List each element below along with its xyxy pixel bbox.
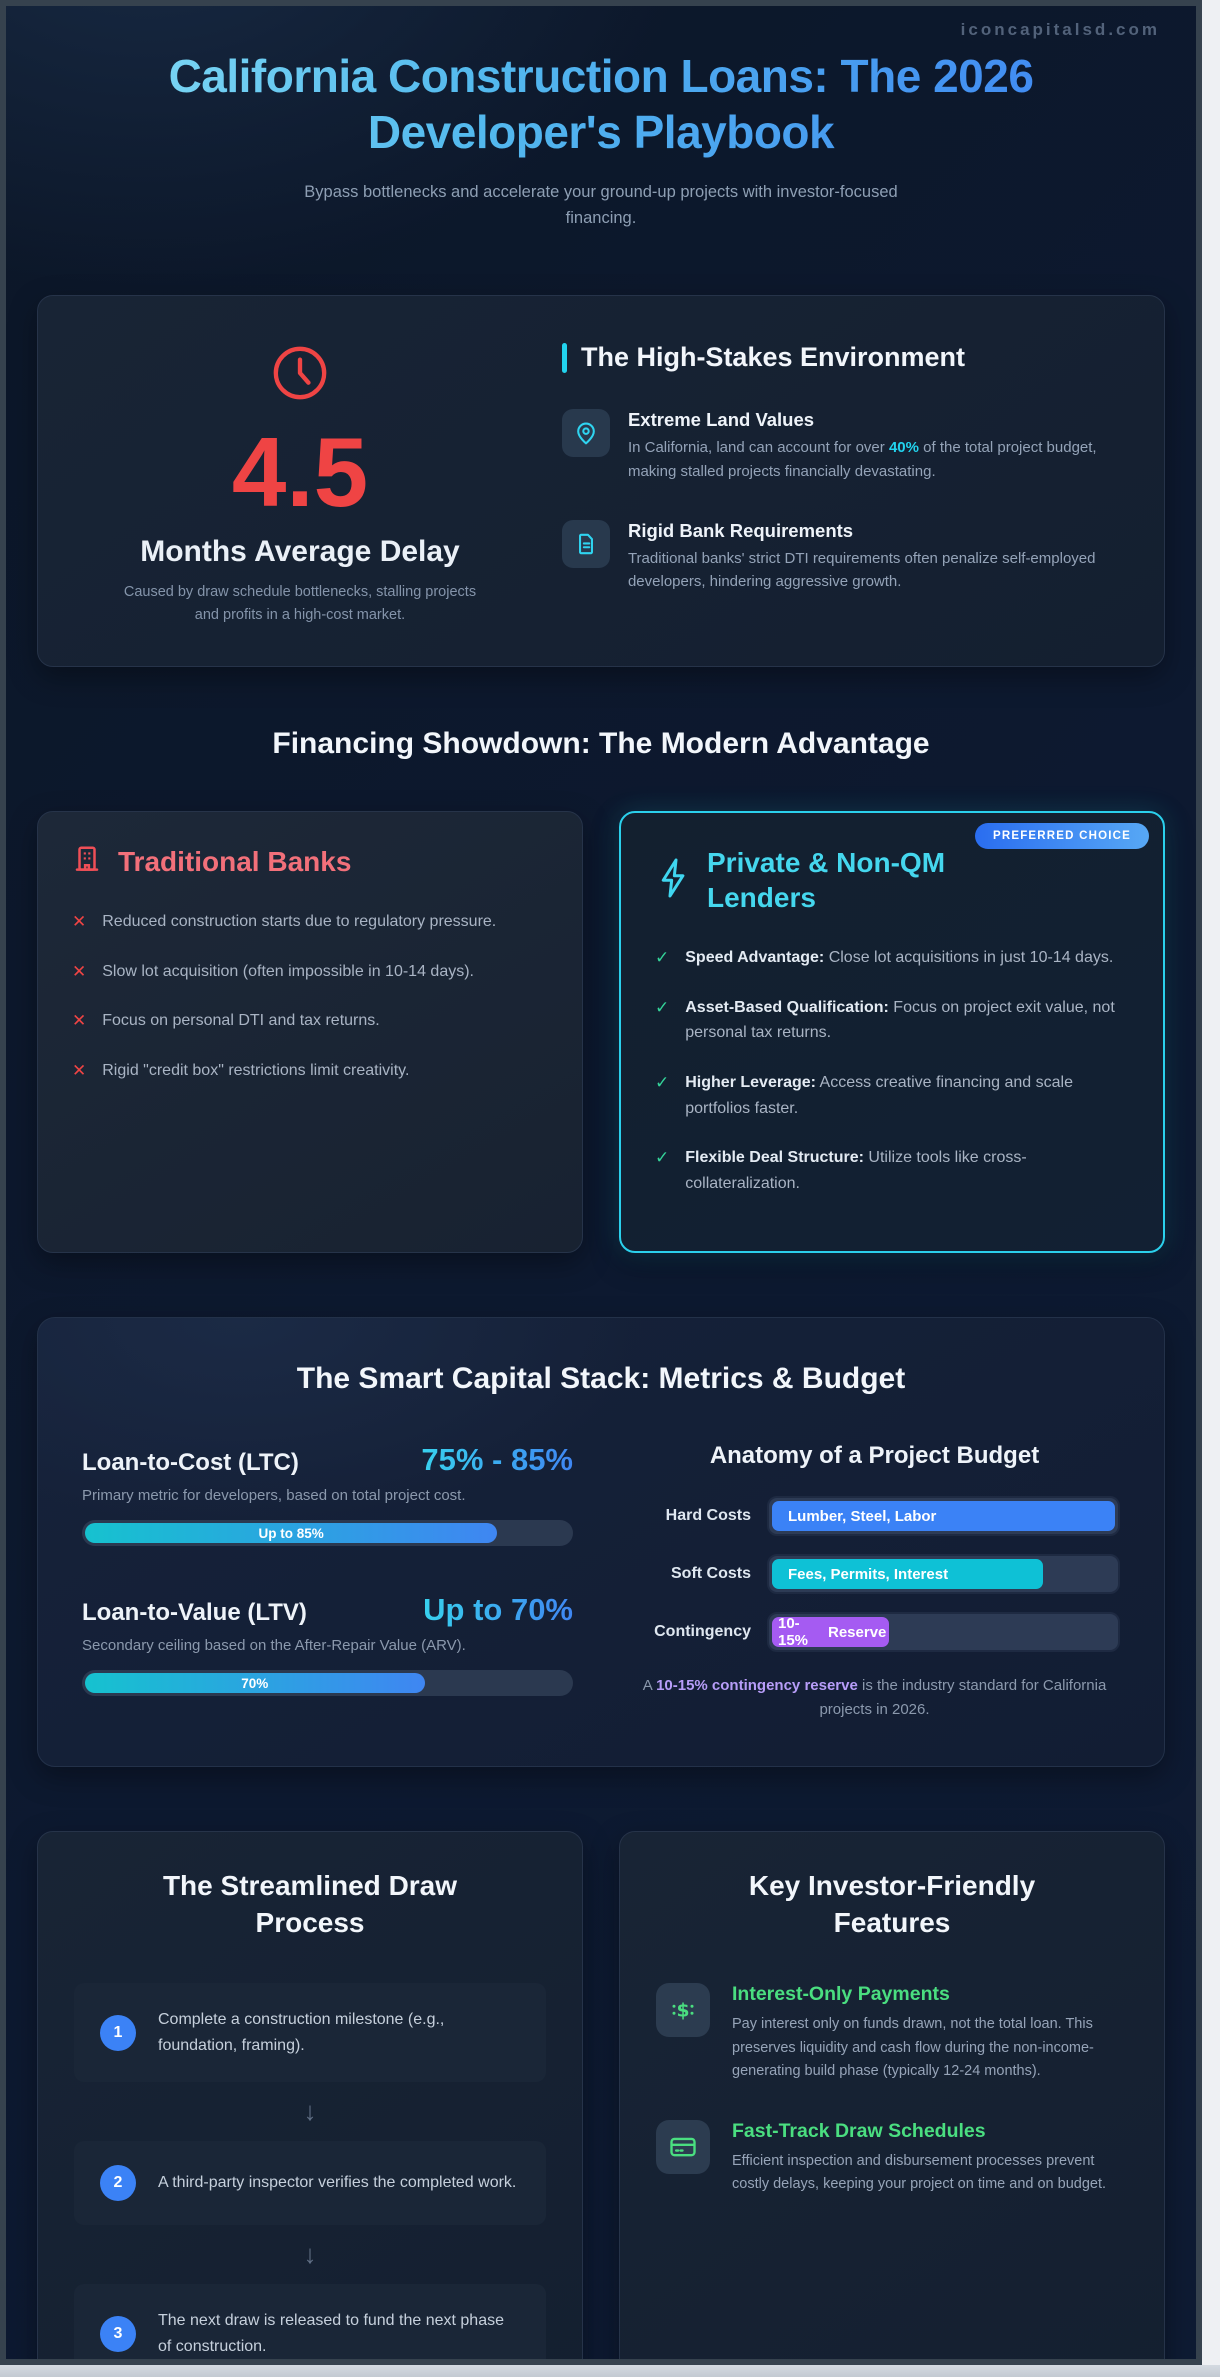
draw-step-2: 2 A third-party inspector verifies the completed work. <box>74 2141 546 2225</box>
contingency-note: A 10-15% contingency reserve is the industry standard for California projects in 2026. <box>642 1677 1107 1719</box>
budget-bar-track <box>767 1554 1120 1594</box>
budget-bar-track <box>767 1496 1120 1536</box>
draw-step-1: 1 Complete a construction milestone (e.g., foundation, framing). <box>74 1983 546 2082</box>
environment-column <box>562 336 1120 626</box>
banks-card-title: Traditional Banks <box>118 845 352 877</box>
feature-interest-only <box>656 1983 1128 2083</box>
stat-value: 4.5 <box>231 417 369 528</box>
map-pin-icon <box>562 409 610 457</box>
env-item-desc: Traditional banks' strict DTI requirements often penalize self-employed developers, hindering aggressive growth. <box>627 549 1096 591</box>
page-subtitle: Bypass bottlenecks and accelerate your ground-up projects with investor-focused financing. <box>304 183 898 227</box>
banks-item: ✕ Slow lot acquisition (often impossible in 10-14 days). <box>72 959 548 985</box>
features-title: Key Investor-Friendly Features <box>748 1870 1036 1938</box>
lenders-item: ✓ Higher Leverage: Access creative financing and scale portfolios faster. <box>655 1070 1129 1121</box>
feature-title: Interest-Only Payments <box>732 1983 950 2006</box>
x-mark-icon: ✕ <box>72 912 87 932</box>
x-mark-icon: ✕ <box>72 1011 87 1031</box>
banks-item: ✕ Focus on personal DTI and tax returns. <box>72 1008 548 1034</box>
ltv-value: Up to 70% <box>423 1592 573 1628</box>
lightning-bolt-icon <box>655 856 691 905</box>
feature-desc: Efficient inspection and disbursement processes prevent costly delays, keeping your project on time and on budget. <box>732 2152 1107 2192</box>
capital-stack-card <box>37 1317 1165 1767</box>
stat-label: Months Average Delay <box>140 535 460 569</box>
traditional-banks-card <box>37 811 583 1253</box>
credit-card-icon <box>656 2120 710 2174</box>
env-item-bank-requirements <box>562 520 1120 594</box>
env-item-desc: In California, land can account for over 40% of the total project budget, making stalled projects financially devastating. <box>627 439 1097 481</box>
ltc-label: Loan-to-Cost (LTC) <box>82 1449 299 1477</box>
preferred-choice-badge: PREFERRED CHOICE <box>975 823 1149 849</box>
environment-title: The High-Stakes Environment <box>562 342 1120 373</box>
project-budget-column <box>629 1442 1120 1722</box>
svg-text:$: $ <box>676 2000 690 2022</box>
draw-step-3: 3 The next draw is released to fund the next phase of construction. <box>74 2284 546 2365</box>
step-number-badge: 1 <box>100 2015 136 2051</box>
private-lenders-card <box>619 811 1165 1253</box>
banks-item: ✕ Reduced construction starts due to regulatory pressure. <box>72 909 548 935</box>
clock-icon <box>271 389 329 406</box>
page-title: California Construction Loans: The 2026 Developer's Playbook <box>101 48 1101 160</box>
draw-process-card <box>37 1831 583 2365</box>
capital-stack-title: The Smart Capital Stack: Metrics & Budget <box>296 1362 906 1396</box>
investor-features-card <box>619 1831 1165 2365</box>
ltv-metric <box>82 1592 573 1696</box>
ltc-progress-track <box>82 1520 573 1546</box>
banks-item: ✕ Rigid "credit box" restrictions limit creativity. <box>72 1058 548 1084</box>
feature-title: Fast-Track Draw Schedules <box>732 2119 986 2142</box>
ltc-metric <box>82 1442 573 1546</box>
x-mark-icon: ✕ <box>72 961 87 981</box>
budget-row-soft-costs: Soft Costs Fees, Permits, Interest <box>629 1554 1120 1594</box>
check-mark-icon: ✓ <box>655 997 670 1017</box>
feature-desc: Pay interest only on funds drawn, not the total loan. This preserves liquidity and cash flow during the non-income-generating build phase (typically 12-24 months). <box>732 2016 1094 2080</box>
budget-row-hard-costs: Hard Costs Lumber, Steel, Labor <box>629 1496 1120 1536</box>
feature-fast-track <box>656 2120 1128 2197</box>
highlight-40pct: 40% <box>888 439 919 457</box>
stat-caption: Caused by draw schedule bottlenecks, stalling projects and profits in a high-cost market. <box>123 584 477 623</box>
document-icon <box>562 520 610 568</box>
env-item-land-values <box>562 409 1120 483</box>
dollar-badge-icon <box>656 1983 710 2037</box>
site-watermark: iconcapitalsd.com <box>960 20 1160 39</box>
env-item-title: Rigid Bank Requirements <box>627 519 854 541</box>
env-item-title: Extreme Land Values <box>627 409 815 431</box>
budget-title: Anatomy of a Project Budget <box>709 1442 1040 1470</box>
ltv-caption: Secondary ceiling based on the After-Repair Value (ARV). <box>82 1637 466 1655</box>
ltc-progress-fill: Up to 85% <box>85 1523 497 1543</box>
budget-bar-track <box>767 1612 1120 1652</box>
draw-process-title: The Streamlined Draw Process <box>162 1870 458 1938</box>
ltv-progress-fill: 70% <box>85 1673 425 1693</box>
check-mark-icon: ✓ <box>655 1073 670 1093</box>
x-mark-icon: ✕ <box>72 1061 87 1081</box>
hard-costs-bar: Lumber, Steel, Labor <box>772 1501 1115 1531</box>
delay-stat <box>82 336 518 626</box>
lenders-item: ✓ Flexible Deal Structure: Utilize tools like cross-collateralization. <box>655 1145 1129 1196</box>
check-mark-icon: ✓ <box>655 948 670 968</box>
lenders-item: ✓ Asset-Based Qualification: Focus on project exit value, not personal tax returns. <box>655 995 1129 1046</box>
ltc-value: 75% - 85% <box>421 1442 573 1478</box>
budget-row-contingency: Contingency 10-15% Reserve <box>629 1612 1120 1652</box>
showdown-title: Financing Showdown: The Modern Advantage <box>272 727 930 761</box>
ltv-label: Loan-to-Value (LTV) <box>82 1599 307 1627</box>
check-mark-icon: ✓ <box>655 1148 670 1168</box>
soft-costs-bar: Fees, Permits, Interest <box>772 1559 1043 1589</box>
contingency-bar: 10-15% Reserve <box>772 1617 889 1647</box>
step-number-badge: 2 <box>100 2165 136 2201</box>
step-number-badge: 3 <box>100 2316 136 2352</box>
high-stakes-card <box>37 295 1165 667</box>
ltc-caption: Primary metric for developers, based on total project cost. <box>82 1487 466 1505</box>
ltv-progress-track <box>82 1670 573 1696</box>
loan-metrics-column <box>82 1442 573 1722</box>
down-arrow-icon: ↓ <box>303 2239 317 2270</box>
window-bottom-strip <box>0 2365 1220 2377</box>
bank-building-icon <box>72 844 102 879</box>
accent-bar <box>562 343 567 373</box>
down-arrow-icon: ↓ <box>303 2096 317 2127</box>
lenders-item: ✓ Speed Advantage: Close lot acquisitions in just 10-14 days. <box>655 945 1129 971</box>
lenders-card-title: Private & Non-QM Lenders <box>707 847 946 914</box>
